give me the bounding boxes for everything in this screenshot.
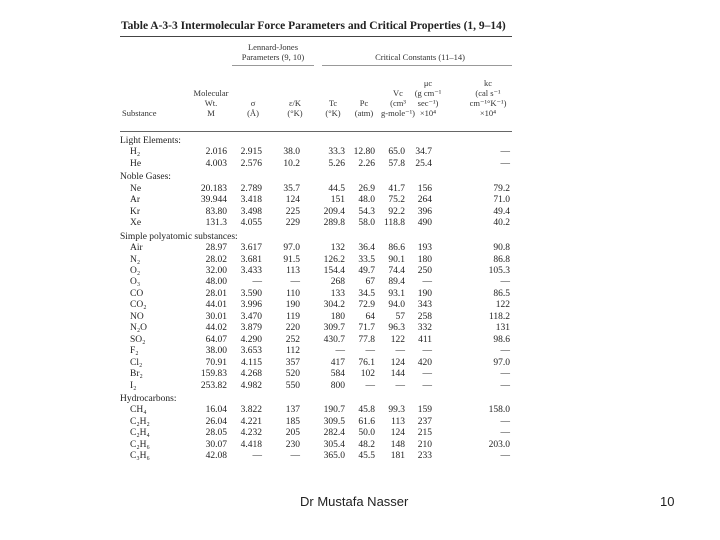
value-cell: 180 bbox=[417, 254, 432, 265]
substance-cell: SO₂ bbox=[130, 334, 146, 345]
value-cell: 38.0 bbox=[283, 147, 300, 158]
value-cell: 3.418 bbox=[240, 195, 262, 206]
table-row bbox=[120, 207, 510, 218]
value-cell: 90.1 bbox=[388, 254, 405, 265]
value-cell: 250 bbox=[417, 265, 432, 276]
value-cell: 36.4 bbox=[358, 243, 375, 254]
group-label: Noble Gases: bbox=[120, 172, 171, 183]
substance-cell: Br₂ bbox=[130, 369, 143, 380]
value-cell: 289.8 bbox=[323, 218, 345, 229]
substance-cell: O₂ bbox=[130, 265, 141, 276]
value-cell: 4.221 bbox=[240, 416, 262, 427]
value-cell: 45.5 bbox=[358, 451, 375, 462]
value-cell: 92.2 bbox=[388, 206, 405, 217]
value-cell: — bbox=[422, 277, 432, 288]
table-row bbox=[120, 323, 510, 334]
lj-group-header: Lennard-Jones Parameters (9, 10) bbox=[241, 42, 305, 62]
value-cell: 190.7 bbox=[323, 405, 345, 416]
value-cell: 99.3 bbox=[388, 405, 405, 416]
value-cell: 112 bbox=[286, 346, 300, 357]
value-cell: 215 bbox=[417, 428, 432, 439]
value-cell: 75.2 bbox=[388, 195, 405, 206]
table-row bbox=[120, 451, 510, 462]
value-cell: 76.1 bbox=[358, 357, 375, 368]
table-row bbox=[120, 147, 510, 158]
table-row bbox=[120, 417, 510, 428]
value-cell: — bbox=[422, 380, 432, 391]
value-cell: 89.4 bbox=[388, 277, 405, 288]
table-row bbox=[120, 195, 510, 206]
value-cell: 158.0 bbox=[488, 405, 510, 416]
value-cell: 3.822 bbox=[240, 405, 262, 416]
value-cell: 264 bbox=[417, 195, 432, 206]
value-cell: 190 bbox=[285, 300, 300, 311]
value-cell: — bbox=[500, 369, 510, 380]
value-cell: 3.590 bbox=[240, 288, 262, 299]
value-cell: 83.80 bbox=[205, 206, 227, 217]
substance-cell: CO bbox=[130, 288, 144, 299]
value-cell: — bbox=[252, 277, 262, 288]
value-cell: 131.3 bbox=[205, 218, 227, 229]
table-row bbox=[120, 184, 510, 195]
value-cell: 185 bbox=[285, 416, 300, 427]
value-cell: 91.5 bbox=[283, 254, 300, 265]
table-title: Table A-3-3 Intermolecular Force Parameters and Critical Properties (1, 9–14) bbox=[121, 20, 506, 32]
lj-rule bbox=[232, 65, 314, 66]
value-cell: 122 bbox=[390, 334, 405, 345]
value-cell: 4.418 bbox=[240, 439, 262, 450]
substance-cell: CO₂ bbox=[130, 300, 147, 311]
value-cell: 97.0 bbox=[283, 243, 300, 254]
value-cell: 253.82 bbox=[200, 380, 227, 391]
table-row bbox=[120, 300, 510, 311]
value-cell: 48.2 bbox=[358, 439, 375, 450]
value-cell: 520 bbox=[285, 369, 300, 380]
column-header: Vc (cm³ g-mole⁻¹) bbox=[381, 88, 415, 118]
value-cell: 309.5 bbox=[323, 416, 345, 427]
value-cell: 233 bbox=[417, 451, 432, 462]
substance-cell: C₂H₂ bbox=[130, 416, 150, 427]
value-cell: 12.80 bbox=[353, 147, 375, 158]
value-cell: 4.115 bbox=[240, 357, 262, 368]
table-row bbox=[120, 428, 510, 439]
value-cell: 132 bbox=[330, 243, 345, 254]
value-cell: 3.617 bbox=[240, 243, 262, 254]
substance-cell: Cl₂ bbox=[130, 357, 143, 368]
table-row bbox=[120, 159, 510, 170]
value-cell: 343 bbox=[417, 300, 432, 311]
table-row bbox=[120, 381, 510, 392]
value-cell: 3.681 bbox=[240, 254, 262, 265]
substance-cell: C₂H₄ bbox=[130, 428, 150, 439]
substance-cell: I₂ bbox=[130, 380, 137, 391]
value-cell: — bbox=[365, 346, 375, 357]
value-cell: — bbox=[395, 380, 405, 391]
critical-group-header: Critical Constants (11–14) bbox=[375, 52, 465, 62]
value-cell: 10.2 bbox=[283, 158, 300, 169]
group-label: Simple polyatomic substances: bbox=[120, 231, 238, 242]
value-cell: — bbox=[500, 451, 510, 462]
value-cell: 33.3 bbox=[328, 147, 345, 158]
column-header: Pc (atm) bbox=[354, 98, 374, 118]
value-cell: 50.0 bbox=[358, 428, 375, 439]
value-cell: 2.789 bbox=[240, 183, 262, 194]
value-cell: 102 bbox=[360, 369, 375, 380]
table-row bbox=[120, 289, 510, 300]
value-cell: 110 bbox=[286, 288, 300, 299]
substance-cell: NO bbox=[130, 311, 144, 322]
group-row bbox=[120, 134, 510, 147]
value-cell: 282.4 bbox=[323, 428, 345, 439]
value-cell: — bbox=[365, 380, 375, 391]
value-cell: 71.7 bbox=[358, 323, 375, 334]
value-cell: 58.0 bbox=[358, 218, 375, 229]
value-cell: 30.07 bbox=[205, 439, 227, 450]
value-cell: 154.4 bbox=[323, 265, 345, 276]
value-cell: 44.01 bbox=[205, 300, 227, 311]
table-row bbox=[120, 358, 510, 369]
column-header: μc (g cm⁻¹ sec⁻¹) ×10⁴ bbox=[414, 78, 442, 118]
value-cell: 25.4 bbox=[415, 158, 432, 169]
value-cell: 4.003 bbox=[205, 158, 227, 169]
value-cell: 3.498 bbox=[240, 206, 262, 217]
value-cell: 86.5 bbox=[493, 288, 510, 299]
substance-cell: H₂ bbox=[130, 147, 141, 158]
value-cell: — bbox=[290, 277, 300, 288]
value-cell: 3.996 bbox=[240, 300, 262, 311]
column-header: Tc (°K) bbox=[325, 98, 341, 118]
value-cell: 72.9 bbox=[358, 300, 375, 311]
value-cell: 193 bbox=[417, 243, 432, 254]
value-cell: 148 bbox=[390, 439, 405, 450]
value-cell: 96.3 bbox=[388, 323, 405, 334]
group-label: Light Elements: bbox=[120, 136, 181, 146]
footer-author: Dr Mustafa Nasser bbox=[300, 494, 409, 509]
value-cell: 48.0 bbox=[358, 195, 375, 206]
value-cell: 38.00 bbox=[205, 346, 227, 357]
column-header: Molecular Wt. M bbox=[193, 88, 229, 118]
value-cell: 86.8 bbox=[493, 254, 510, 265]
value-cell: 113 bbox=[391, 416, 405, 427]
value-cell: 79.2 bbox=[493, 183, 510, 194]
substance-cell: C₃H₆ bbox=[130, 451, 150, 462]
value-cell: 4.290 bbox=[240, 334, 262, 345]
value-cell: 490 bbox=[417, 218, 432, 229]
value-cell: — bbox=[500, 277, 510, 288]
value-cell: 28.97 bbox=[205, 243, 227, 254]
substance-cell: Kr bbox=[130, 206, 141, 217]
value-cell: 2.26 bbox=[358, 158, 375, 169]
value-cell: 48.00 bbox=[205, 277, 227, 288]
value-cell: 4.055 bbox=[240, 218, 262, 229]
value-cell: 113 bbox=[286, 265, 300, 276]
value-cell: — bbox=[500, 428, 510, 439]
value-cell: 550 bbox=[285, 380, 300, 391]
value-cell: 190 bbox=[417, 288, 432, 299]
value-cell: 268 bbox=[330, 277, 345, 288]
group-row bbox=[120, 230, 510, 243]
value-cell: 305.4 bbox=[323, 439, 345, 450]
value-cell: 67 bbox=[365, 277, 375, 288]
value-cell: 203.0 bbox=[488, 439, 510, 450]
value-cell: 332 bbox=[417, 323, 432, 334]
value-cell: 396 bbox=[417, 206, 432, 217]
page-number: 10 bbox=[660, 494, 675, 509]
value-cell: 365.0 bbox=[323, 451, 345, 462]
value-cell: 2.016 bbox=[205, 147, 227, 158]
value-cell: 49.4 bbox=[493, 206, 510, 217]
value-cell: 252 bbox=[285, 334, 300, 345]
value-cell: 28.02 bbox=[205, 254, 227, 265]
value-cell: 34.7 bbox=[415, 147, 432, 158]
table-row bbox=[120, 440, 510, 451]
value-cell: 2.576 bbox=[240, 158, 262, 169]
value-cell: 137 bbox=[285, 405, 300, 416]
column-header: kc (cal s⁻¹ cm⁻¹°K⁻¹) ×10⁴ bbox=[469, 78, 507, 118]
value-cell: 133 bbox=[330, 288, 345, 299]
value-cell: 41.7 bbox=[388, 183, 405, 194]
value-cell: 26.04 bbox=[205, 416, 227, 427]
group-label: Hydrocarbons: bbox=[120, 393, 177, 404]
value-cell: 5.26 bbox=[328, 158, 345, 169]
value-cell: 64.07 bbox=[205, 334, 227, 345]
value-cell: 34.5 bbox=[358, 288, 375, 299]
value-cell: 45.8 bbox=[358, 405, 375, 416]
value-cell: 35.7 bbox=[283, 183, 300, 194]
value-cell: 584 bbox=[330, 369, 345, 380]
value-cell: 86.6 bbox=[388, 243, 405, 254]
value-cell: — bbox=[500, 416, 510, 427]
substance-cell: Air bbox=[130, 243, 143, 254]
value-cell: — bbox=[422, 346, 432, 357]
value-cell: 357 bbox=[285, 357, 300, 368]
value-cell: 16.04 bbox=[205, 405, 227, 416]
value-cell: — bbox=[252, 451, 262, 462]
value-cell: 118.2 bbox=[488, 311, 510, 322]
table-row bbox=[120, 312, 510, 323]
value-cell: — bbox=[500, 380, 510, 391]
title-rule bbox=[120, 36, 512, 37]
table-row bbox=[120, 255, 510, 266]
value-cell: 32.00 bbox=[205, 265, 227, 276]
table-row bbox=[120, 243, 510, 254]
value-cell: 65.0 bbox=[388, 147, 405, 158]
table-row bbox=[120, 369, 510, 380]
value-cell: 33.5 bbox=[358, 254, 375, 265]
substance-cell: He bbox=[130, 158, 142, 169]
value-cell: 97.0 bbox=[493, 357, 510, 368]
value-cell: 4.982 bbox=[240, 380, 262, 391]
substance-cell: N₂ bbox=[130, 254, 141, 265]
substance-cell: Ne bbox=[130, 183, 142, 194]
value-cell: 205 bbox=[285, 428, 300, 439]
header-rule bbox=[120, 131, 512, 132]
value-cell: 40.2 bbox=[493, 218, 510, 229]
value-cell: 3.653 bbox=[240, 346, 262, 357]
value-cell: 151 bbox=[330, 195, 345, 206]
value-cell: — bbox=[395, 346, 405, 357]
value-cell: 126.2 bbox=[323, 254, 345, 265]
value-cell: 57.8 bbox=[388, 158, 405, 169]
value-cell: — bbox=[500, 147, 510, 158]
value-cell: 4.268 bbox=[240, 369, 262, 380]
value-cell: 119 bbox=[286, 311, 300, 322]
value-cell: 54.3 bbox=[358, 206, 375, 217]
value-cell: 159.83 bbox=[200, 369, 227, 380]
value-cell: 800 bbox=[330, 380, 345, 391]
value-cell: — bbox=[500, 346, 510, 357]
table-row bbox=[120, 405, 510, 416]
value-cell: — bbox=[290, 451, 300, 462]
value-cell: 2.915 bbox=[240, 147, 262, 158]
substance-cell: N₂O bbox=[130, 323, 148, 334]
value-cell: 124 bbox=[390, 428, 405, 439]
value-cell: 230 bbox=[285, 439, 300, 450]
value-cell: 411 bbox=[418, 334, 432, 345]
value-cell: 77.8 bbox=[358, 334, 375, 345]
group-row bbox=[120, 392, 510, 405]
value-cell: 49.7 bbox=[358, 265, 375, 276]
value-cell: 309.7 bbox=[323, 323, 345, 334]
value-cell: 44.5 bbox=[328, 183, 345, 194]
value-cell: 20.183 bbox=[200, 183, 227, 194]
value-cell: 124 bbox=[285, 195, 300, 206]
value-cell: 209.4 bbox=[323, 206, 345, 217]
substance-cell: F₂ bbox=[130, 346, 139, 357]
value-cell: 44.02 bbox=[205, 323, 227, 334]
value-cell: 26.9 bbox=[358, 183, 375, 194]
value-cell: 181 bbox=[390, 451, 405, 462]
value-cell: 28.05 bbox=[205, 428, 227, 439]
value-cell: 3.470 bbox=[240, 311, 262, 322]
group-row bbox=[120, 170, 510, 183]
value-cell: 30.01 bbox=[205, 311, 227, 322]
table-row bbox=[120, 335, 510, 346]
value-cell: 57 bbox=[395, 311, 405, 322]
value-cell: 94.0 bbox=[388, 300, 405, 311]
value-cell: 304.2 bbox=[323, 300, 345, 311]
properties-table bbox=[120, 134, 510, 463]
critical-rule bbox=[322, 65, 512, 66]
value-cell: 144 bbox=[390, 369, 405, 380]
value-cell: 417 bbox=[330, 357, 345, 368]
substance-cell: Xe bbox=[130, 218, 142, 229]
substance-cell: Ar bbox=[130, 195, 141, 206]
value-cell: — bbox=[500, 158, 510, 169]
value-cell: 3.433 bbox=[240, 265, 262, 276]
value-cell: 156 bbox=[417, 183, 432, 194]
table-row bbox=[120, 218, 510, 229]
value-cell: 98.6 bbox=[493, 334, 510, 345]
value-cell: 71.0 bbox=[493, 195, 510, 206]
substance-cell: CH₄ bbox=[130, 405, 147, 416]
value-cell: 93.1 bbox=[388, 288, 405, 299]
value-cell: 4.232 bbox=[240, 428, 262, 439]
column-header: ε/K (°K) bbox=[287, 98, 303, 118]
value-cell: 74.4 bbox=[388, 265, 405, 276]
value-cell: 159 bbox=[417, 405, 432, 416]
column-header: σ (Å) bbox=[247, 98, 259, 118]
value-cell: 61.6 bbox=[358, 416, 375, 427]
value-cell: 225 bbox=[285, 206, 300, 217]
value-cell: 90.8 bbox=[493, 243, 510, 254]
substance-cell: C₂H₆ bbox=[130, 439, 150, 450]
table-row bbox=[120, 266, 510, 277]
value-cell: 180 bbox=[330, 311, 345, 322]
value-cell: 420 bbox=[417, 357, 432, 368]
value-cell: 430.7 bbox=[323, 334, 345, 345]
value-cell: 229 bbox=[285, 218, 300, 229]
value-cell: 124 bbox=[390, 357, 405, 368]
value-cell: 220 bbox=[285, 323, 300, 334]
value-cell: 131 bbox=[495, 323, 510, 334]
value-cell: 39.944 bbox=[200, 195, 227, 206]
value-cell: 42.08 bbox=[205, 451, 227, 462]
value-cell: 118.8 bbox=[383, 218, 405, 229]
value-cell: 258 bbox=[417, 311, 432, 322]
value-cell: 28.01 bbox=[205, 288, 227, 299]
value-cell: — bbox=[335, 346, 345, 357]
value-cell: 210 bbox=[417, 439, 432, 450]
value-cell: 64 bbox=[365, 311, 375, 322]
value-cell: — bbox=[422, 369, 432, 380]
value-cell: 105.3 bbox=[488, 265, 510, 276]
table-row bbox=[120, 346, 510, 357]
table-row bbox=[120, 277, 510, 288]
value-cell: 237 bbox=[417, 416, 432, 427]
substance-cell: O₃ bbox=[130, 277, 141, 288]
value-cell: 3.879 bbox=[240, 323, 262, 334]
value-cell: 122 bbox=[495, 300, 510, 311]
column-header: Substance bbox=[122, 108, 157, 118]
value-cell: 70.91 bbox=[205, 357, 227, 368]
